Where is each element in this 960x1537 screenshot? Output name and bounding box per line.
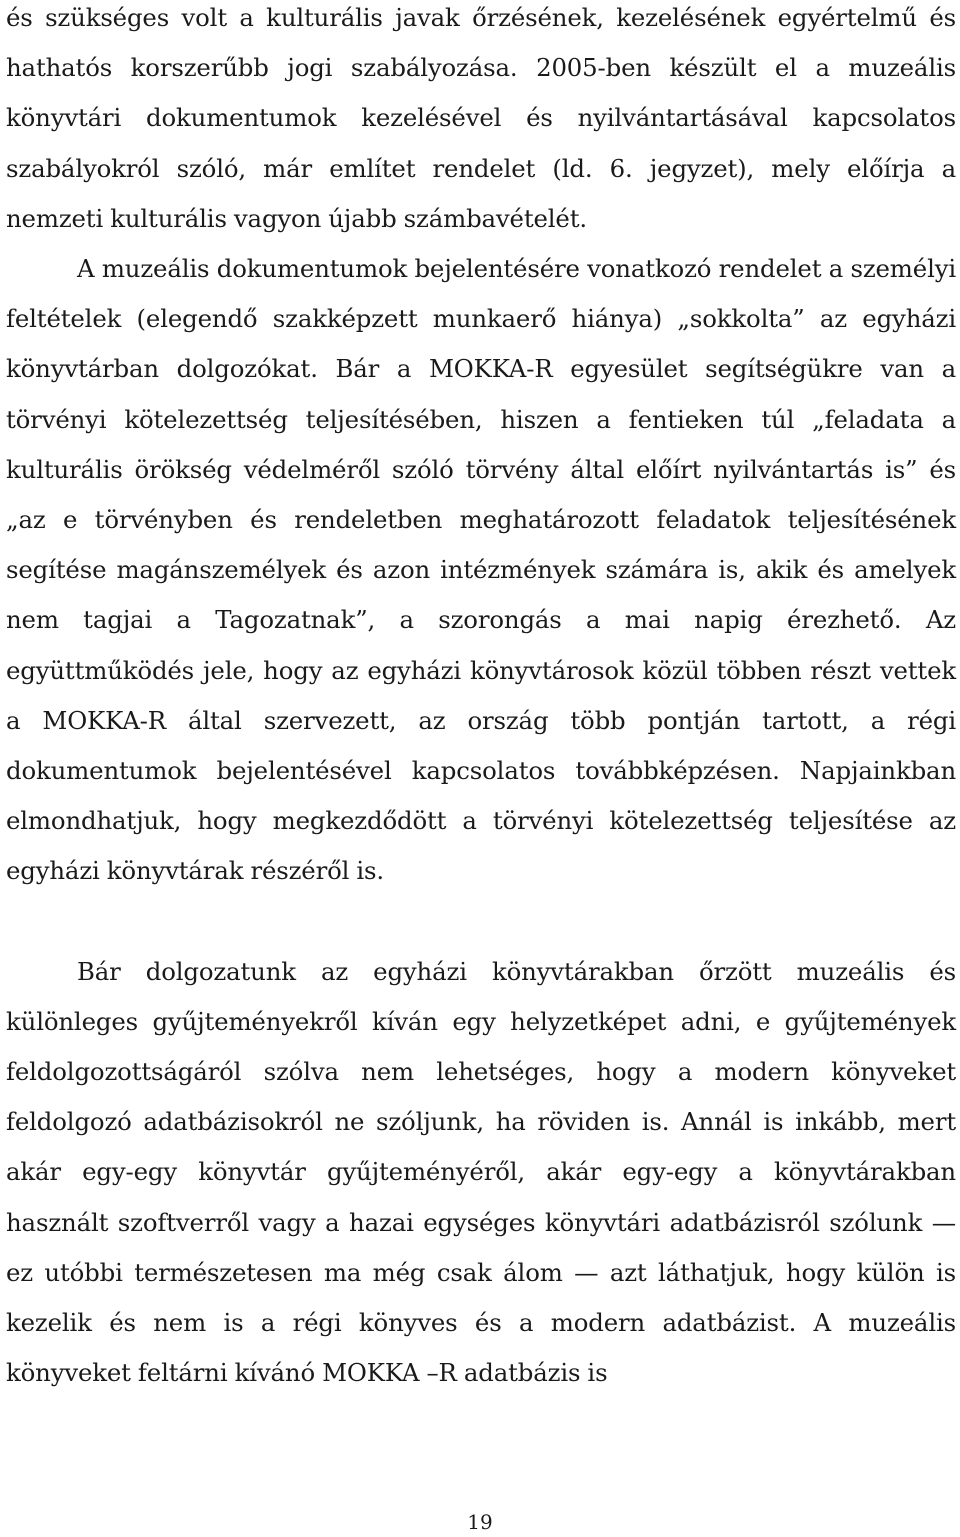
paragraph-1: és szükséges volt a kulturális javak őrzésének, kezelésének egyértelmű és hathatós korszerűbb jogi szabályozása. 2005-ben készült el a muzeális könyvtári dokumentumok kezelésével és nyilvántartásával kapcsolatos szabályokról szóló, már említet rendelet (ld. 6. jegyzet), mely előírja a nemzeti kulturális vagyon újabb számbavételét. [6, 3, 956, 233]
document-page [6, 0, 956, 1398]
paragraph-2: A muzeális dokumentumok bejelentésére vonatkozó rendelet a személyi feltételek (elegendő szakképzett munkaerő hiánya) „sokkolta” az egyházi könyvtárban dolgozókat. Bár a MOKKA-R egyesület segítségükre van a törvényi kötelezettség teljesítésében, hiszen a fentieken túl „feladata a kulturális örökség védelméről szóló törvény által előírt nyilvántartás is” és „az e törvényben és rendeletben meghatározott feladatok teljesítésének segítése magánszemélyek és azon intézmények számára is, akik és amelyek nem tagjai a Tagozatnak”, a szorongás a mai napig érezhető. Az együttműködés jele, hogy az egyházi könyvtárosok közül többen részt vettek a MOKKA-R által szervezett, az ország több pontján tartott, a régi dokumentumok bejelentésével kapcsolatos továbbképzésen. Napjainkban elmondhatjuk, hogy megkezdődött a törvényi kötelezettség teljesítése az egyházi könyvtárak részéről is. [6, 254, 956, 886]
paragraph-3: Bár dolgozatunk az egyházi könyvtárakban őrzött muzeális és különleges gyűjteményekről kíván egy helyzetképet adni, e gyűjtemények feldolgozottságáról szólva nem lehetséges, hogy a modern könyveket feldolgozó adatbázisokról ne szóljunk, ha röviden is. Annál is inkább, mert akár egy-egy könyvtár gyűjteményéről, akár egy-egy a könyvtárakban használt szoftverről vagy a hazai egységes könyvtári adatbázisról szólunk — ez utóbbi természetesen ma még csak álom — azt láthatjuk, hogy külön is kezelik és nem is a régi könyves és a modern adatbázist. A muzeális könyveket feltárni kívánó MOKKA –R adatbázis is [6, 956, 956, 1388]
page-number: 19 [467, 1510, 493, 1534]
